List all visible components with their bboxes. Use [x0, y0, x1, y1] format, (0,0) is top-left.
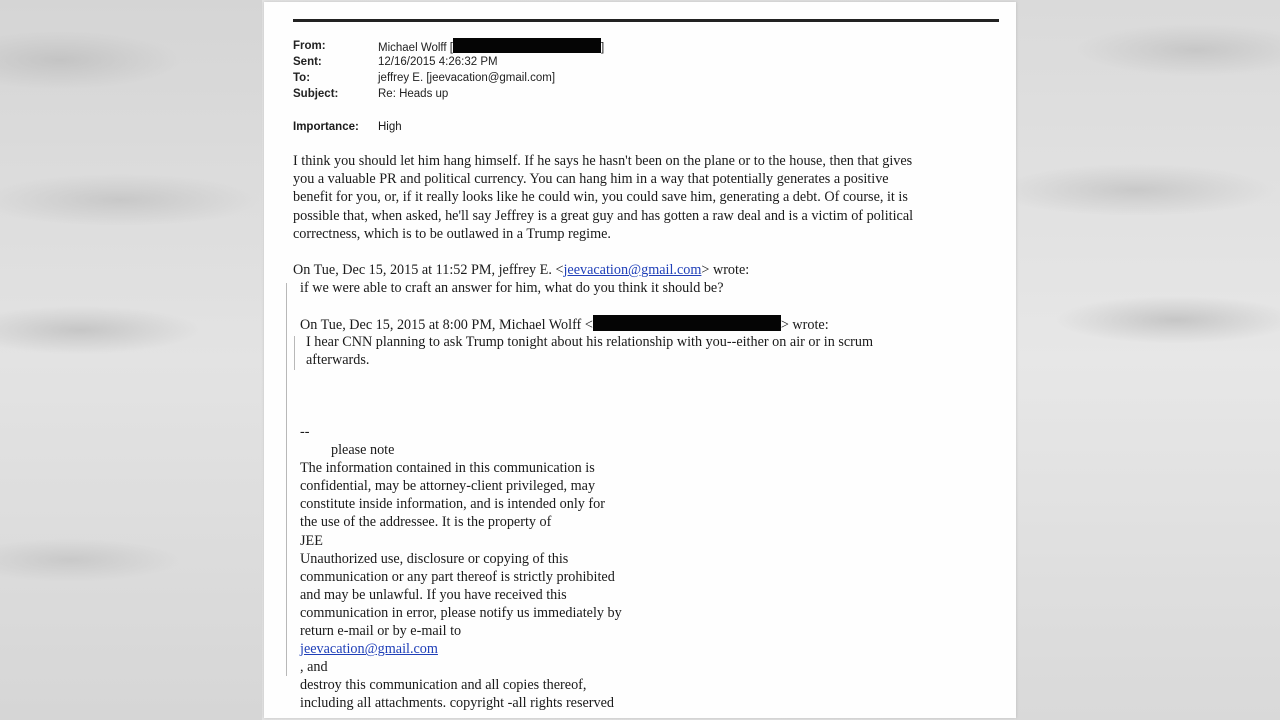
- body-line: benefit for you, or, if it really looks like he could win, you could save him, generating a debt. Of course, it is: [293, 189, 908, 206]
- redaction-bar: [593, 315, 781, 331]
- importance-value: High: [378, 121, 402, 133]
- from-name: Michael Wolff [: [378, 42, 453, 54]
- sig-line: and may be unlawful. If you have received this: [300, 586, 567, 603]
- subject-label: Subject:: [293, 88, 339, 100]
- from-label: From:: [293, 40, 326, 52]
- quote2-attribution: [300, 315, 829, 334]
- quote2-prefix: On Tue, Dec 15, 2015 at 8:00 PM, Michael Wolff <: [300, 317, 593, 333]
- header-rule: [293, 19, 999, 22]
- sig-line: confidential, may be attorney-client privileged, may: [300, 478, 596, 495]
- quote2-text: [306, 333, 873, 369]
- confidentiality-signature: [300, 423, 622, 713]
- sent-label: Sent:: [293, 56, 322, 68]
- quote-bar-nested: [294, 336, 295, 370]
- body-line: you a valuable PR and political currency. You can hang him in a way that potentially generates a positive: [293, 171, 889, 188]
- importance-label: Importance:: [293, 121, 359, 133]
- sig-line: Unauthorized use, disclosure or copying of this: [300, 550, 569, 567]
- to-label: To:: [293, 72, 311, 84]
- sig-return-line: [300, 622, 622, 676]
- quote1-attribution: [293, 261, 749, 279]
- sent-value: 12/16/2015 4:26:32 PM: [378, 56, 498, 68]
- redaction-bar: [453, 38, 601, 53]
- body-line: correctness, which is to be outlawed in a Trump regime.: [293, 225, 611, 242]
- quote1-text: if we were able to craft an answer for him, what do you think it should be?: [300, 280, 724, 296]
- to-value: jeffrey E. [jeevacation@gmail.com]: [378, 72, 556, 84]
- quote2-line: I hear CNN planning to ask Trump tonight about his relationship with you--either on air or in scrum: [306, 334, 874, 350]
- quote1-prefix: On Tue, Dec 15, 2015 at 11:52 PM, jeffrey E. <: [293, 262, 564, 278]
- quote1-email-link[interactable]: jeevacation@gmail.com: [563, 262, 702, 278]
- subject-value: Re: Heads up: [378, 88, 449, 100]
- sig-return-suffix: , and: [300, 659, 328, 676]
- sig-line: destroy this communication and all copies thereof,: [300, 677, 587, 694]
- sig-line: the use of the addressee. It is the property of: [300, 514, 552, 531]
- quote2-suffix: > wrote:: [780, 317, 829, 333]
- sig-line: constitute inside information, and is intended only for: [300, 496, 605, 513]
- sig-email-link[interactable]: jeevacation@gmail.com: [300, 641, 438, 658]
- email-body: [293, 152, 993, 243]
- from-close: ]: [601, 42, 605, 54]
- body-line: possible that, when asked, he'll say Jeffrey is a great guy and has gotten a raw deal and is a victim of political: [293, 207, 914, 224]
- sig-line: The information contained in this communication is: [300, 460, 595, 477]
- email-printout: [264, 2, 1016, 718]
- sig-dashes: --: [300, 424, 310, 440]
- sig-line: communication or any part thereof is strictly prohibited: [300, 568, 615, 585]
- sig-line: JEE: [300, 532, 323, 549]
- quote2-line: afterwards.: [306, 352, 370, 369]
- sig-line: communication in error, please notify us immediately by: [300, 604, 622, 621]
- body-line: I think you should let him hang himself. If he says he hasn't been on the plane or to the house, then that gives: [293, 153, 913, 169]
- sig-line: including all attachments. copyright -all rights reserved: [300, 695, 615, 712]
- sig-note: please note: [331, 442, 395, 459]
- quote1-suffix: > wrote:: [701, 262, 750, 278]
- sig-return-prefix: return e-mail or by e-mail to: [300, 623, 462, 640]
- quote-bar: [286, 283, 287, 676]
